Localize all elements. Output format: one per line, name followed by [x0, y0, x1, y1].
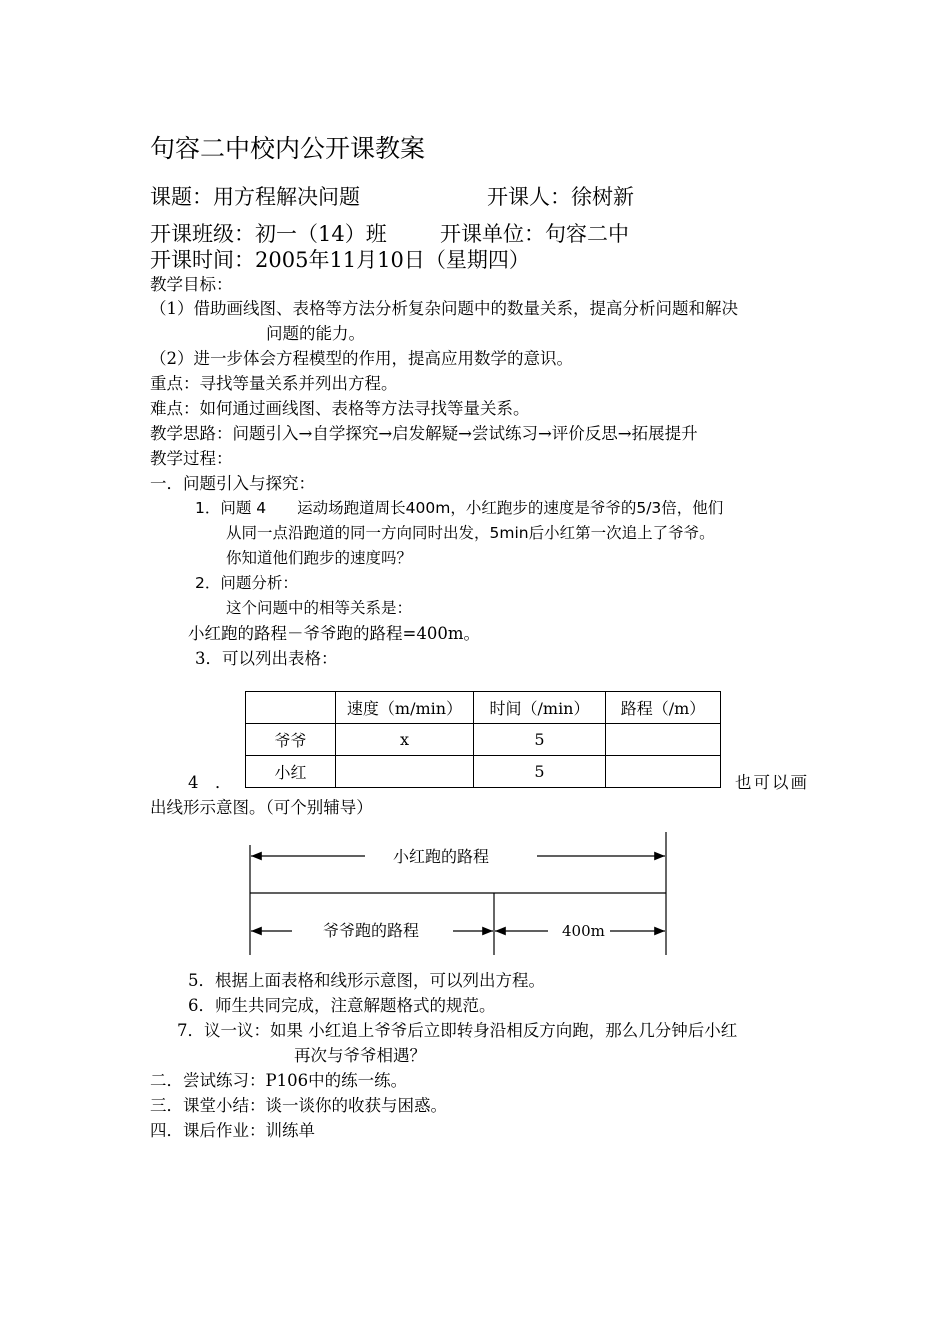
table-header-cell: 时间（/min） — [474, 692, 606, 724]
process-heading: 教学过程： — [150, 449, 233, 468]
goal-2: （2）进一步体会方程模型的作用，提高应用数学的意识。 — [150, 349, 573, 368]
time-label: 开课时间：2005年11月10日（星期四） — [150, 248, 530, 272]
table-cell: 5 — [474, 724, 606, 756]
class-label: 开课班级：初一（14）班 — [150, 222, 387, 246]
step-4-continued: 出线形示意图。（可个别辅导） — [150, 798, 373, 817]
goal-1-line-1: （1）借助画线图、表格等方法分析复杂问题中的数量关系，提高分析问题和解决 — [150, 299, 738, 318]
table-header-cell: 路程（/m） — [606, 692, 721, 724]
question-4-line-2: 从同一点沿跑道的同一方向同时出发，5min后小红第一次追上了爷爷。 — [226, 524, 715, 542]
step-7-line-2: 再次与爷爷相遇？ — [294, 1046, 426, 1065]
step-4-tail: 也可以画 — [735, 773, 809, 792]
unit-label: 开课单位：句容二中 — [440, 222, 629, 246]
document-title: 句容二中校内公开课教案 — [150, 134, 426, 163]
goals-heading: 教学目标： — [150, 275, 233, 294]
step-6: 6．师生共同完成，注意解题格式的规范。 — [188, 996, 496, 1015]
step-7-line-1: 7．议一议：如果 小红追上爷爷后立即转身沿相反方向跑，那么几分钟后小红 — [177, 1021, 738, 1040]
question-4-line-1: 1．问题 4 运动场跑道周长400m，小红跑步的速度是爷爷的5/3倍，他们 — [195, 499, 724, 517]
table-cell: 小红 — [246, 756, 336, 788]
step-2-detail: 这个问题中的相等关系是： — [226, 599, 413, 617]
step-5: 5．根据上面表格和线形示意图，可以列出方程。 — [188, 971, 545, 990]
table-cell: 爷爷 — [246, 724, 336, 756]
section-3: 三．课堂小结：谈一谈你的收获与困惑。 — [150, 1096, 447, 1115]
equation-relation: 小红跑的路程－爷爷跑的路程=400m。 — [188, 624, 480, 643]
table-header-cell: 速度（m/min） — [336, 692, 474, 724]
step-2: 2．问题分析： — [195, 574, 298, 592]
section-2: 二．尝试练习：P106中的练一练。 — [150, 1071, 408, 1090]
diagram-bottom-right-label: 400m — [562, 922, 605, 940]
table-cell: 5 — [474, 756, 606, 788]
step-3: 3．可以列出表格： — [195, 649, 338, 668]
difficult-point: 难点：如何通过画线图、表格等方法寻找等量关系。 — [150, 399, 530, 418]
teaching-approach: 教学思路：问题引入→自学探究→启发解疑→尝试练习→评价反思→拓展提升 — [150, 424, 698, 443]
question-4-line-3: 你知道他们跑步的速度吗？ — [226, 549, 413, 567]
table-cell: x — [336, 724, 474, 756]
teacher-label: 开课人：徐树新 — [487, 185, 634, 209]
step-4-number: 4 ． — [188, 773, 232, 792]
section-4: 四．课后作业：训练单 — [150, 1121, 315, 1140]
diagram-bottom-left-label: 爷爷跑的路程 — [323, 921, 420, 940]
diagram-top-label: 小红跑的路程 — [393, 847, 490, 866]
topic-label: 课题：用方程解决问题 — [150, 185, 360, 209]
goal-1-line-2: 问题的能力。 — [266, 324, 365, 343]
section-1-heading: 一．问题引入与探究： — [150, 474, 315, 493]
key-point: 重点：寻找等量关系并列出方程。 — [150, 374, 398, 393]
